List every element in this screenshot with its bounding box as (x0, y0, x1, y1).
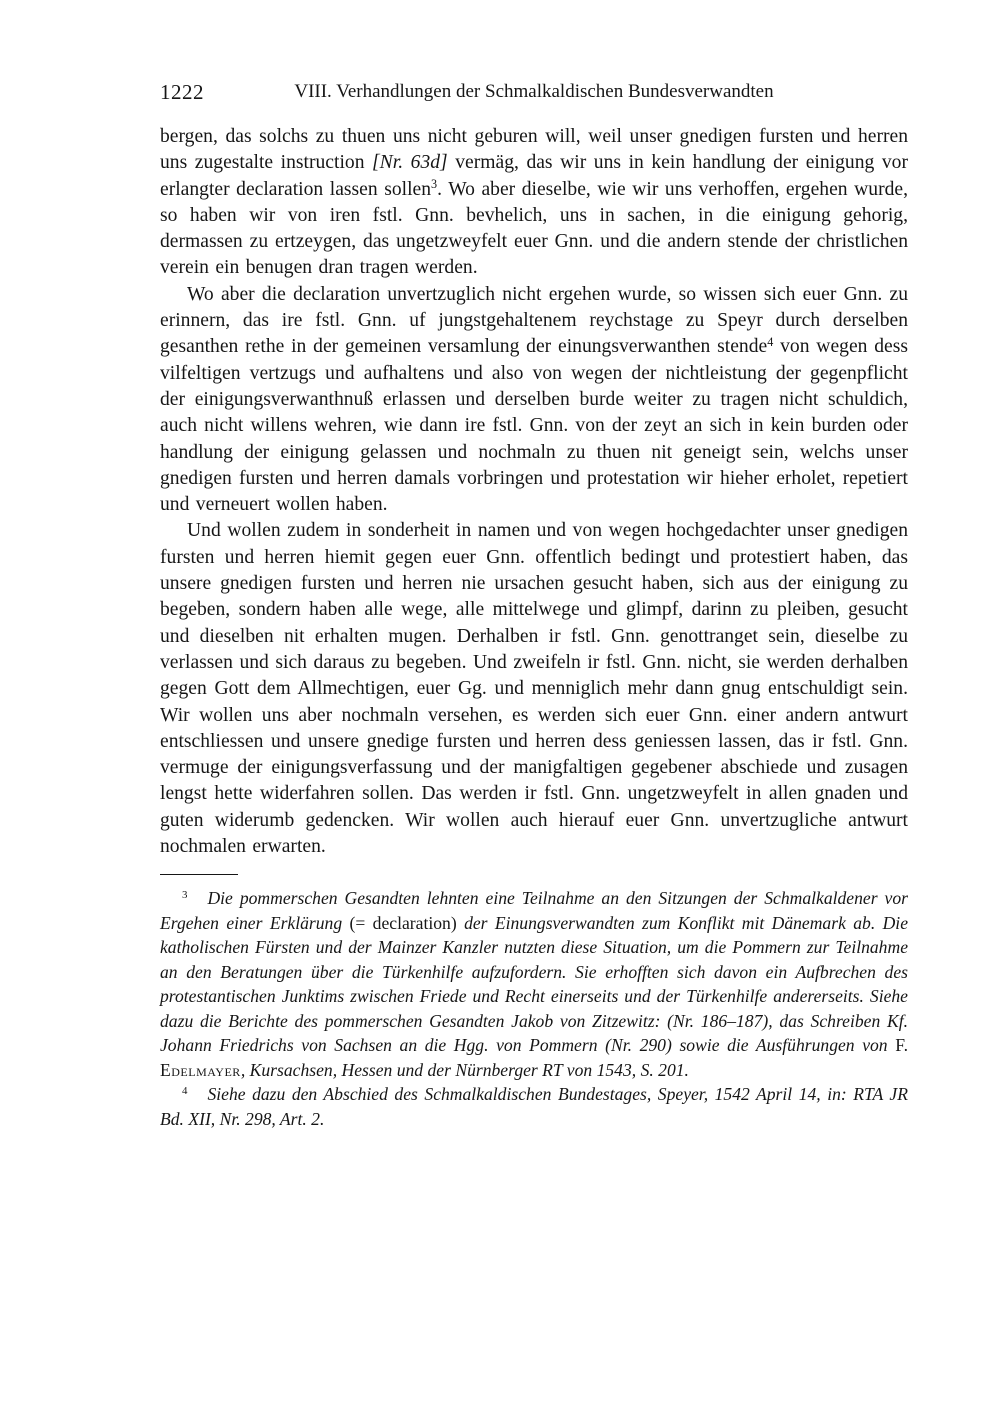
page-number: 1222 (160, 80, 204, 104)
footnotes-section (160, 886, 908, 1131)
text-segment: Siehe dazu den Abschied des Schmalkaldischen Bundestages, Speyer, 1542 April 14, in: RTA JR Bd. XII, Nr. 298, Art. 2. (160, 1084, 908, 1129)
text-segment: vermäg, das wir uns in kein handlung der einigung vor erlangter declaration lassen sollen (160, 152, 908, 200)
paragraph (160, 282, 908, 519)
text-segment: Die pommerschen Gesandten lehnten eine Teilnahme an den Sitzungen der Schmalkaldener vor Ergehen einer Erklärung (160, 888, 908, 933)
body-text (160, 124, 908, 860)
text-segment: F. (895, 1035, 908, 1056)
footnote-reference: 3 (431, 176, 438, 191)
text-block (160, 80, 908, 1131)
paragraph (160, 124, 908, 282)
paragraph (160, 518, 908, 860)
text-segment: (= declaration) (349, 912, 465, 933)
running-title: VIII. Verhandlungen der Schmalkaldischen Bundesverwandten (294, 81, 774, 102)
footnote-marker: 4 (182, 1085, 188, 1098)
text-segment: Wo aber die declaration unvertzuglich nicht ergehen wurde, so wissen sich euer Gnn. zu erinnern, das ire fstl. Gnn. uf jungstgehaltenem reychstage zu Speyr durch derselben gesanthen rethe in der gemeinen versamlung der einungsverwanthen stende (160, 283, 908, 358)
footnote-marker: 3 (182, 889, 188, 902)
text-segment: . Wo aber dieselbe, wie wir uns verhoffen, ergehen wurde, so haben wir von iren fstl. Gnn. bevhelich, uns in sachen, in die einigung gehorig, dermassen zu ertzeygen, das ungetzweyfelt euer Gnn. und die andern stende der christlichen verein ein benugen dran tragen werden. (160, 178, 908, 279)
footnote-reference: 4 (767, 334, 774, 349)
text-segment: von wegen dess vilfeltigen vertzugs und aufhaltens und also von wegen der nichtleistung der gegenpflicht der einigungsverwanthnuß erlassen und derselben burde weiter zu tragen nicht schuldich, auch nicht willens wehren, wie dann ire fstl. Gnn. von der zeyt an sich in kein burden oder handlung der einigung gelassen und nochmaln zu thuen nit geneigt sein, welchs unser gnedigen fursten und herren damals vorbringen und protestation wir hieher erholet, repetiert und verneuert wollen haben. (160, 336, 908, 516)
text-segment: der Einungsverwandten zum Konflikt mit Dänemark ab. Die katholischen Fürsten und der Mainzer Kanzler nutzten diese Situation, um die Pommern zur Teilnahme an den Beratungen über die Türkenhilfe aufzufordern. Sie erhofften sich davon ein Aufbrechen des protestantischen Junktims zwischen Friede und Recht einerseits und der Türkenhilfe andererseits. Siehe dazu die Berichte des pommerschen Gesandten Jakob von Zitzewitz: (Nr. 186–187), das Schreiben Kf. Johann Friedrichs von Sachsen an die Hgg. von Pommern (Nr. 290) sowie die Ausführungen von (160, 912, 909, 1056)
text-segment: [Nr. 63d] (372, 152, 448, 174)
footnote (160, 886, 908, 1082)
text-segment: bergen, das solchs zu thuen uns nicht geburen will, weil unser gnedigen fursten und herren uns zugestalte instruction (160, 126, 908, 174)
text-segment: Und wollen zudem in sonderheit in namen und von wegen hochgedachter unser gnedigen fursten und herren hiemit gegen euer Gnn. offentlich bedingt und protestiert haben, das unsere gnedigen fursten und herren nie ursachen gesucht haben, sich aus der einigung zu begeben, sondern haben alle wege, alle mittelwege und glimpf, darinn zu pleiben, gesucht und dieselben nit erhalten mugen. Derhalben ir fstl. Gnn. genottranget sein, dieselbe zu verlassen und sich daraus zu begeben. Und zweifeln ir fstl. Gnn. nicht, sie werden derhalben gegen Gott dem Allmechtigen, euer Gg. und menniglich mehr dann gnug entschuldigt sein. Wir wollen uns aber nochmaln versehen, es werden sich euer Gnn. einer andern antwurt entschliessen und unsere gnedige fursten und herren dess geniessen lassen, das ir fstl. Gnn. vermuge der einigungsverfassung und der manigfaltigen gegebener abschiede und zusagen lengst hette widerfahren sollen. Das werden ir fstl. Gnn. ungetzweyfelt in allen gnaden und guten widerumb gedencken. Wir wollen auch hierauf euer Gnn. unvertzugliche antwurt nochmalen erwarten. (160, 520, 908, 858)
text-segment: Edelmayer (160, 1059, 241, 1080)
footnote (160, 1082, 908, 1131)
page-header (160, 80, 908, 106)
text-segment: , Kursachsen, Hessen und der Nürnberger RT von 1543, S. 201. (240, 1059, 689, 1080)
footnote-separator (160, 874, 238, 875)
